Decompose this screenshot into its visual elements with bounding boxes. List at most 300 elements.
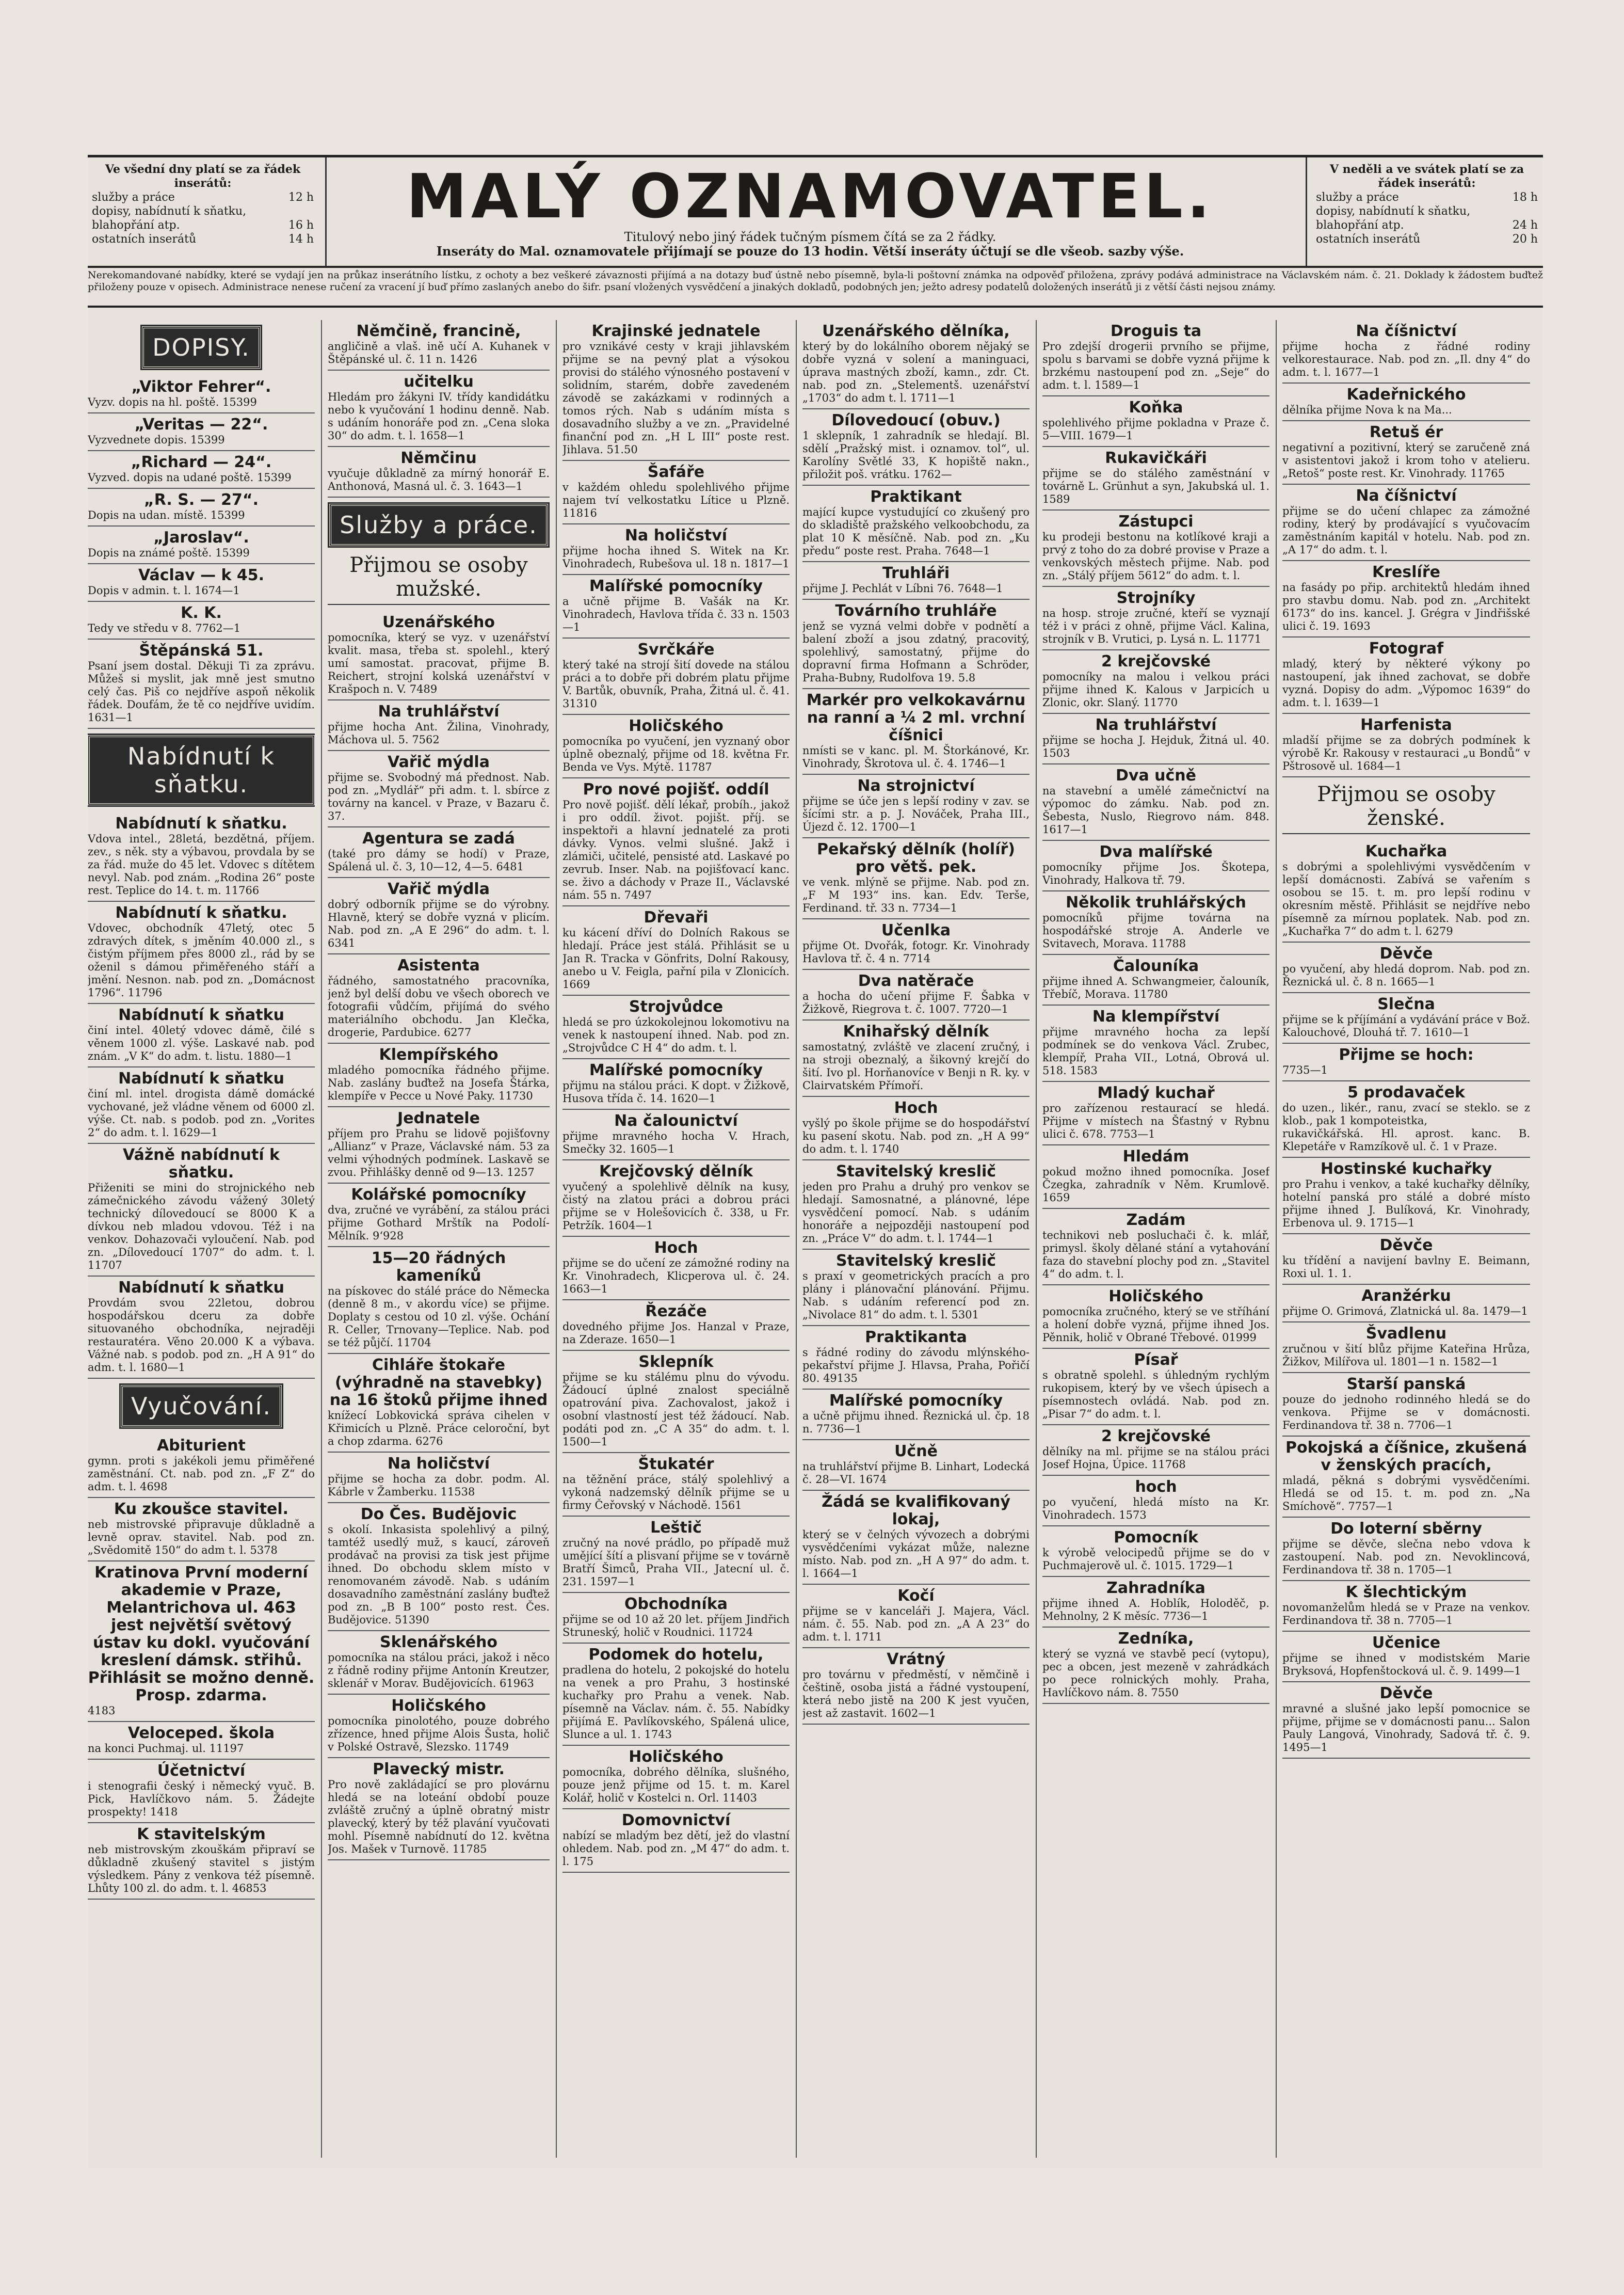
ad-headline: Na truhlářství <box>378 703 500 721</box>
administration-notice: Nerekomandované nabídky, které se vydají jen na průkaz inserátního lístku, z ochoty a bez veškeré závaznosti přijímá a na dotazy buď ústně nebo písemně, byla-li poštovní známka na odpověď přiložena, zprávy podává administrace na Václavském nám. č. 21. Doklady k žádostem buďtež přiloženy pouze v opisech. Administrace nenese ručení za vracení jí buď přímo zaslaných anebo do šifr. psaní vložených vysvědčení a jinakých dokladů, podobných jen; ježto adresy podatelů doložených inserátů ji z větší části nejsou známy. <box>88 269 1543 293</box>
ad-headline: Štěpánská 51. <box>139 642 264 660</box>
classified-ad <box>562 320 790 461</box>
classified-ad <box>88 902 315 1004</box>
ad-body: který by do lokálního oborem nějaký se dobře vyzná v solení a maninguaci, úprava mastných zboží, kamn., zdr. Ct. nab. pod zn. „Stelementš. uzenářství „1703“ do adm t. l. 1711—1 <box>802 340 1030 404</box>
ad-body: pradlena do hotelu, 2 pokojské do hotelu na venek a pro Prahu, 3 hostinské kuchařky pro Prahu a venek. Nab. písemně na Václav. nám. č. 55. Nabídky přijímá E. Pavlíkovského, Spálená ulice, Slunce a ul. 1. 1743 <box>562 1664 790 1741</box>
ad-body: zručnou v šití blůz přijme Kateřina Hrůza, Žižkov, Milířova ul. 1801—1 n. 1582—1 <box>1282 1343 1530 1368</box>
ad-headline: Vrátný <box>887 1650 945 1668</box>
classified-ad <box>1282 1285 1530 1322</box>
ad-body: mladý, který by některé výkony po nastoupení, jak ihned zachovat, se dobře vyzná. Dopisy do adm. „Výpomoc 1639“ do adm. t. l. 1639—1 <box>1282 658 1530 709</box>
ad-body: vyšlý po škole přijme se do hospodářství ku pasení skotu. Nab. pod zn. „H A 99“ do adm. t. l. 1740 <box>802 1117 1030 1155</box>
classified-ad <box>562 778 790 906</box>
ad-headline: Stavitelský kreslič <box>835 1162 996 1181</box>
ad-headline: Harfenista <box>1360 716 1452 734</box>
classified-ad <box>328 1503 550 1631</box>
ad-body: přijme ihned A. Hoblík, Holoděč, p. Mehnolny, 2 K měsíc. 7736—1 <box>1042 1597 1269 1622</box>
ad-body: po vyučení, aby hledá doprom. Nab. pod zn. Řeznická ul. č. 8 n. 1665—1 <box>1282 963 1530 988</box>
classified-ad <box>1282 1632 1530 1682</box>
classified-ad <box>1282 384 1530 421</box>
classified-ad <box>328 1453 550 1503</box>
column-divider <box>321 320 322 2158</box>
price-row: blahopřání atp. 16 h <box>92 219 314 232</box>
ad-body: (také pro dámy se hodí) v Praze, Spálená ul. č. 3, 10—12, 4—5. 6481 <box>328 848 550 873</box>
classified-ad <box>562 1453 790 1517</box>
ad-headline: Do Čes. Budějovic <box>360 1505 517 1523</box>
section-heading <box>88 1385 315 1427</box>
classified-ad <box>802 1097 1030 1160</box>
ad-body: s dobrými a spolehlivými vysvědčením v lepší domácnosti. Zabívá se vařením s osobou se 15. t. m. pro lepší rodinu v okresním městě. Přihlásit se nejdříve nebo písemně za mírnou poplatek. Nab. pod zn. „Kuchařka 7“ do adm t. l. 6279 <box>1282 860 1530 937</box>
ad-body: s obratně spolehl. s úhledným rychlým rukopisem, který by ve všech úpisech a písemnostech ovládá. Nab. pod zn. „Pisar 7“ do adm. t. l. <box>1042 1369 1269 1420</box>
ad-body: přijme se od 10 až 20 let. příjem Jindřich Struneský, holič v Roudnici. 11724 <box>562 1613 790 1638</box>
ad-headline: Švadlenu <box>1365 1325 1447 1343</box>
ad-body: vyučený a spolehlivě dělník na kusy, čistý na zlatou práci a dobrou práci přijme se v Holešovicích č. 338, u Fr. Petržík. 1604—1 <box>562 1181 790 1232</box>
ad-body: přijme se úče jen s lepší rodiny v zav. se šícími str. a p. J. Nováček, Praha III., Újezd č. 12. 1700—1 <box>802 795 1030 833</box>
classified-ad <box>802 1326 1030 1390</box>
classified-ad <box>1282 993 1530 1044</box>
ad-headline: Přijme se hoch: <box>1339 1046 1474 1064</box>
ad-body: novomanželům hledá se v Praze na venkov. Ferdinandova tř. 38 n. 7705—1 <box>1282 1601 1530 1627</box>
masthead <box>88 155 1543 268</box>
ad-body: i stenografii český i německý vyuč. B. Pick, Havlíčkovo nám. 5. Žádejte prospekty! 1418 <box>88 1780 315 1818</box>
classified-ad <box>88 1561 315 1722</box>
ad-body: a hocha do učení přijme F. Šabka v Žižkově, Riegrova t. č. 1007. 7720—1 <box>802 990 1030 1015</box>
ad-body: přijme O. Grimová, Zlatnická ul. 8a. 1479—1 <box>1282 1305 1528 1317</box>
classified-ad <box>1042 841 1269 891</box>
classified-ad <box>802 1440 1030 1491</box>
classified-ad <box>88 527 315 564</box>
column-divider <box>796 320 797 2158</box>
classified-ad <box>802 970 1030 1021</box>
classified-ad <box>802 320 1030 409</box>
ad-body: pomocníky přijme Jos. Škotepa, Vinohrady, Halkova tř. 79. <box>1042 861 1269 886</box>
ad-body: 1 sklepník, 1 zahradník se hledají. Bl. sdělí „Pražský mist. i oznamov. tol“, ul. Karolíny Světlé 33, K hopiště nakn., přiložit poš. vrátku. 1762— <box>802 429 1030 481</box>
ad-headline: Na čalounictví <box>614 1112 738 1130</box>
ad-body: mladá, pěkná s dobrými vysvědčeními. Hledá se od 15. t. m. pod zn. „Na Smíchově“. 7757—1 <box>1282 1474 1530 1512</box>
ad-body: Hledám pro žákyni IV. třídy kandidátku nebo k vyučování 1 hodinu denně. Nab. s udáním honoráře pod zn. „Cena sloka 30“ do adm. t. l. 1658—1 <box>328 391 550 442</box>
ad-headline: Mladý kuchař <box>1097 1084 1215 1102</box>
ad-body: přijme se k příjímání a vydávání práce v Bož. Kalouchové, Dlouhá tř. 7. 1610—1 <box>1282 1013 1530 1039</box>
classified-ad <box>1282 638 1530 714</box>
ad-headline: Dřevaři <box>644 909 709 927</box>
ad-headline: Slečna <box>1377 995 1435 1013</box>
classified-ad <box>562 1644 790 1746</box>
classified-ad <box>562 524 790 575</box>
ad-headline: Pomocník <box>1114 1528 1198 1547</box>
classified-ad <box>1282 1234 1530 1285</box>
ad-body: mající kupce vystudující co zkušený pro do skladiště pražského velkoobchodu, za plat 10 K měsíčně. Nab. pod zn. „Ku předu“ poste rest. Praha. 7648—1 <box>802 506 1030 557</box>
ad-body: Vyzv. dopis na hl. poště. 15399 <box>88 396 257 408</box>
ad-body: přijme hocha Ant. Žilina, Vinohrady, Máchova ul. 5. 7562 <box>328 721 550 746</box>
classified-ad <box>802 919 1030 970</box>
ad-body: pomocníka pinolotého, pouze dobrého zřízence, hned přijme Alois Šusta, holič v Polské Ostravě, Slezsko. 11749 <box>328 1715 550 1753</box>
ad-headline: Pekařský dělník (holíř) pro větš. pek. <box>816 840 1016 876</box>
ad-headline: Stavitelský kreslič <box>835 1252 996 1270</box>
ad-body: ve venk. mlýně se přijme. Nab. pod zn. „F M 193“ ins. kan. Edv. Terše, Ferdinand. tř. 33 n. 7734—1 <box>802 876 1030 914</box>
ad-body: a učně přijme B. Vašák na Kr. Vinohradech, Havlova třída č. 33 n. 1503—1 <box>562 595 790 633</box>
classified-ad <box>562 1110 790 1160</box>
column-divider <box>1276 320 1277 2158</box>
column-1 <box>88 320 315 2168</box>
ad-headline: Sklepník <box>638 1353 714 1371</box>
ad-headline: 2 krejčovské <box>1101 1427 1211 1445</box>
classified-ad <box>802 1585 1030 1648</box>
ad-body: příjem pro Prahu se lidově pojišťovny „Allianz“ v Praze, Václavské nám. 53 za velmi výhodných podmínek. Laskavě se zvou. Přihlášky denně od 9—13. 1257 <box>328 1127 550 1178</box>
ad-headline: Pokojská a číšnice, zkušená v ženských pracích, <box>1285 1439 1527 1474</box>
ad-headline: Domovnictví <box>621 1811 731 1829</box>
ad-body: angličině a vlaš. ině učí A. Kuhanek v Štěpánské ul. č. 11 n. 1426 <box>328 340 550 365</box>
ad-body: negativní a pozitivní, který se zaručeně zná v asistentovi jakož i krom toho v atelieru. „Retoš“ poste rest. Kr. Vinohrady. 11765 <box>1282 441 1530 480</box>
classified-ad <box>328 320 550 371</box>
ad-headline: Plavecký mistr. <box>373 1760 505 1778</box>
classified-ad <box>802 486 1030 562</box>
classified-ad <box>802 1021 1030 1097</box>
classified-ad <box>1042 1209 1269 1285</box>
classified-ad <box>328 611 550 700</box>
ad-body: Vyzved. dopis na udané poště. 15399 <box>88 471 292 484</box>
ad-headline: Malířské pomocníky <box>589 577 763 595</box>
classified-ad <box>328 1631 550 1695</box>
ad-body: nabízí se mladým bez dětí, jež do vlastní ohledem. Nab. pod zn. „M 47“ do adm. t. l. 175 <box>562 1829 790 1868</box>
category-heading: Přijmou se osoby ženské. <box>1282 783 1530 834</box>
ad-body: který se v čelných vývozech a dobrými vysvědčeními vykázat může, nalezne místo. Nab. pod zn. „H A 97“ do adm. t. l. 1664—1 <box>802 1528 1030 1580</box>
classified-ad <box>562 575 790 639</box>
ad-headline: Holičského <box>1108 1287 1203 1305</box>
classified-ad <box>802 600 1030 689</box>
ad-headline: Na číšnictví <box>1356 487 1457 505</box>
section-heading <box>88 735 315 805</box>
column-divider <box>1036 320 1037 2158</box>
page-subtitle: Titulový nebo jiný řádek tučným písmem čítá se za 2 řádky. Inseráty do Mal. oznamovatele přijímají se pouze do 13 hodin. Větší inseráty účtují se dle všeob. sazby výše. <box>436 230 1184 259</box>
ad-body: Vdova intel., 28letá, bezdětná, příjem. zev., s něk. sty a výbavou, provdala by se za řád. muže do 45 let. Vdovec s dítětem nevyl. Nab. pod znám. „Rodina 26“ poste rest. Teplice do 14. t. m. 11766 <box>88 833 315 897</box>
ad-headline: Žádá se kvalifikovaný lokaj, <box>822 1493 1010 1528</box>
ad-body: samostatný, zvláště ve zlacení zručný, i na stroji obeznalý, a šikovný krejčí do šití. Ivo pl. Horňanovíce v Benji n R. ky. v Clairvatském Přímoří. <box>802 1041 1030 1092</box>
column-3 <box>562 320 790 2168</box>
ad-body: Tedy ve středu v 8. 7762—1 <box>88 622 241 634</box>
classified-ad <box>802 1250 1030 1326</box>
classified-ad <box>328 751 550 827</box>
ad-body: s řádné rodiny do závodu mlýnského-pekařství přijme J. Hlavsa, Praha, Pořičí 80. 49135 <box>802 1346 1030 1384</box>
classified-ad <box>328 371 550 447</box>
ad-headline: Knihařský dělník <box>843 1023 989 1041</box>
ad-headline: Asistenta <box>397 957 480 975</box>
classified-ad <box>328 827 550 878</box>
ad-headline: Abiturient <box>157 1437 246 1455</box>
ad-headline: Zástupci <box>1118 513 1194 531</box>
classified-ad <box>1282 485 1530 561</box>
ad-headline: Praktikant <box>870 488 962 506</box>
ad-headline: Sklenářského <box>380 1633 497 1651</box>
ad-body: přijme se hocha J. Hejduk, Žitná ul. 40. 1503 <box>1042 734 1269 759</box>
classified-ad <box>562 1237 790 1300</box>
classified-ad <box>802 1648 1030 1725</box>
ad-body: Provdám svou 22letou, dobrou hospodářskou dceru za dobře situovaného obchodníka, nejraději restauratéra. Věno 20.000 K a výbava. Vážné nab. s podob. pod zn. „H A 91“ do adm. t. l. 1680—1 <box>88 1297 315 1374</box>
ad-headline: Nabídnutí k sňatku <box>118 1070 284 1088</box>
ad-body: činí intel. 40letý vdovec dámě, čilé s věnem 1000 zl. výše. Laskavé nab. pod znám. „V K“ do adm. t. listu. 1880—1 <box>88 1024 315 1062</box>
classified-ad <box>562 1351 790 1453</box>
ad-body: mladší přijme se za dobrých podmínek k výrobě Kr. Rakousy v restauraci „u Bondů“ v Pštrosově ul. 1684—1 <box>1282 734 1530 772</box>
classified-ad <box>802 562 1030 600</box>
ad-headline: Malířské pomocníky <box>829 1392 1003 1410</box>
ad-headline: 2 krejčovské <box>1101 652 1211 671</box>
column-6 <box>1282 320 1530 2168</box>
ad-headline: „Veritas — 22“. <box>134 416 268 434</box>
ad-body: přijme J. Pechlát v Líbni 76. 7648—1 <box>802 582 1003 595</box>
ad-headline: Jednatele <box>397 1109 480 1127</box>
classified-ad <box>328 1247 550 1354</box>
ad-headline: Zahradníka <box>1106 1579 1205 1597</box>
ad-body: který také na strojí šití dovede na stálou práci a to dobře při dobrém platu přijme V. Bartůk, obuvník, Praha, Žitná ul. č. 41. 31310 <box>562 659 790 710</box>
classified-ad <box>88 1144 315 1277</box>
classified-ad <box>562 1160 790 1237</box>
classified-ad <box>1282 561 1530 638</box>
ad-headline: Obchodníka <box>624 1595 728 1613</box>
classified-ad <box>1282 714 1530 777</box>
ad-headline: učitelku <box>404 373 474 391</box>
price-row: ostatních inserátů 14 h <box>92 233 314 246</box>
price-row: blahopřání atp. 24 h <box>1316 219 1538 232</box>
ad-headline: Truhláři <box>882 564 950 582</box>
ad-body: na truhlářství přijme B. Linhart, Lodecká č. 28—VI. 1674 <box>802 1460 1030 1486</box>
ad-body: přijme mravného hocha za lepší podmínek se do venkova Václ. Zrubec, klempíř, Praha VII., Lotná, Obrová ul. 518. 1583 <box>1042 1026 1269 1077</box>
ad-headline: Holičského <box>629 1748 723 1766</box>
column-5 <box>1042 320 1269 2168</box>
price-row: dopisy, nabídnutí k sňatku, <box>92 205 247 218</box>
ad-headline: Svrčkáře <box>637 641 715 659</box>
ad-body: přijme mravného hocha V. Hrach, Smečky 32. 1605—1 <box>562 1130 790 1155</box>
ad-headline: Dva natěrače <box>858 972 974 990</box>
section-heading-label: Vyučování. <box>121 1385 282 1427</box>
classified-ad <box>88 564 315 602</box>
ad-headline: Vařič mýdla <box>388 753 490 771</box>
ad-headline: Klempířského <box>379 1046 499 1064</box>
classified-ad <box>562 461 790 524</box>
ad-headline: hoch <box>1135 1478 1177 1496</box>
classified-ad <box>1282 1373 1530 1437</box>
classified-ad <box>328 1044 550 1107</box>
classified-ad <box>88 1067 315 1144</box>
ad-headline: K. K. <box>181 604 222 622</box>
classified-ad <box>1282 943 1530 993</box>
classified-ad <box>1282 1322 1530 1373</box>
ad-body: dobrý odborník přijme se do výrobny. Hlavně, který se dobře vyzná v plicím. Nab. pod zn. „A E 296“ do adm. t. l. 6341 <box>328 898 550 949</box>
ad-headline: Koňka <box>1129 399 1183 417</box>
classified-ad <box>562 715 790 778</box>
classified-ad <box>562 1517 790 1593</box>
ad-body: přijme se do stálého zaměstnání v továrně L. Grünhut a syn, Jakubská ul. 1. 1589 <box>1042 467 1269 505</box>
ad-headline: „Jaroslav“. <box>153 529 249 547</box>
price-box-title: Ve všední dny platí se za řádek inserátů: <box>105 163 301 190</box>
ad-body: a učně přijmu ihned. Řeznická ul. čp. 18 n. 7736—1 <box>802 1410 1030 1435</box>
ad-headline: Zadám <box>1126 1211 1186 1229</box>
classified-ad <box>328 447 550 498</box>
classified-ad <box>1282 840 1530 943</box>
ad-body: v každém ohledu spolehlivého přijme najem tví velkostatku Lítice u Plzně. 11816 <box>562 481 790 519</box>
ad-headline: Strojvůdce <box>629 998 723 1016</box>
ad-headline: Několik truhlářských <box>1066 894 1246 912</box>
ad-body: jeden pro Prahu a druhý pro venkov se hledají. Samosnatné, a plánovné, lépe vysvědčení pomocí. Nab. s udáním honoráře a nejpozději nastoupení pod zn. „Práce V“ do adm. t. l. 1744—1 <box>802 1181 1030 1245</box>
ad-headline: Na holičství <box>624 527 728 545</box>
ad-headline: Krejčovský dělník <box>599 1162 753 1181</box>
ad-headline: Kolářské pomocníky <box>351 1186 526 1204</box>
classified-ad <box>88 1760 315 1823</box>
ad-body: 7735—1 <box>1282 1064 1328 1076</box>
ad-headline: Učně <box>894 1442 938 1460</box>
ad-headline: Leštič <box>650 1519 702 1537</box>
classified-ad <box>328 700 550 751</box>
ad-headline: Kreslíře <box>1372 563 1440 581</box>
ad-body: na konci Puchmaj. ul. 11197 <box>88 1742 244 1755</box>
ad-body: Pro nově zakládající se pro plovárnu hledá se na loteání období pouze zvláště zručný a úplně obratný mistr plavecký, který by též plavání vyučovati mohl. Písemně nabídnutí do 12. května Jos. Mašek v Turnově. 11785 <box>328 1778 550 1855</box>
classified-ad <box>1042 1577 1269 1628</box>
ad-headline: Václav — k 45. <box>138 566 265 584</box>
column-2 <box>328 320 550 2168</box>
ad-headline: „Viktor Fehrer“. <box>131 378 271 396</box>
ad-headline: Děvče <box>1379 1236 1433 1254</box>
ad-headline: Kočí <box>897 1587 935 1605</box>
classified-ad <box>1042 764 1269 841</box>
ad-body: gymn. proti s jakékoli jemu přiměřené zaměstnání. Ct. nab. pod zn. „F Z“ do adm. t. l. 4698 <box>88 1455 315 1493</box>
classified-ad <box>88 812 315 902</box>
newspaper-page <box>88 155 1543 2168</box>
ad-body: pomocníka na stálou práci, jakož i něco z řádně rodiny přijme Antonín Kreutzer, sklenář v Morav. Budějovicích. 61963 <box>328 1651 550 1690</box>
divider <box>88 306 1543 308</box>
ad-headline: Aranžérku <box>1361 1287 1451 1305</box>
ad-headline: Fotograf <box>1369 640 1444 658</box>
ad-headline: Dva malířské <box>1099 843 1213 861</box>
price-row: dopisy, nabídnutí k sňatku, <box>1316 205 1471 218</box>
classified-ad <box>1042 1349 1269 1425</box>
classified-ad <box>802 689 1030 775</box>
ad-headline: Ku zkoušce stavitel. <box>114 1500 289 1518</box>
ad-headline: Učenlka <box>881 921 951 939</box>
ad-headline: Němčinu <box>400 449 477 467</box>
classified-ad <box>802 1160 1030 1250</box>
ad-body: pomocníka, který se vyz. v uzenářství kvalit. masa, třeba st. spolehl., který umí samostat. pracovat, přijme B. Reichert, strojní kolská uzenářství v Krašpoch n. V. 7489 <box>328 631 550 695</box>
classified-ad <box>328 1354 550 1453</box>
classified-ad <box>1042 587 1269 650</box>
ad-body: do uzen., likér., ranu, zvací se steklo. se z klob., pak 1 kompoteistka, <box>1282 1102 1530 1127</box>
ad-body: nmísti se v kanc. pl. M. Štorkánové, Kr. Vinohrady, Škrotova ul. č. 4. 1746—1 <box>802 744 1030 770</box>
ad-headline: Do loterní sběrny <box>1330 1520 1482 1538</box>
ad-headline: Děvče <box>1379 1684 1433 1702</box>
ad-headline: 5 prodavaček <box>1347 1083 1465 1102</box>
section-heading-label: DOPISY. <box>142 326 261 369</box>
ad-headline: Holičského <box>629 717 723 735</box>
ad-headline: Hostinské kuchařky <box>1320 1160 1492 1178</box>
classified-ad <box>1042 1006 1269 1082</box>
section-heading-label: Služby a práce. <box>329 504 548 546</box>
ad-headline: Na klempířství <box>1092 1008 1220 1026</box>
ad-headline: Na strojnictví <box>857 777 975 795</box>
ad-body: přijme se hocha za dobr. podm. Al. Kábrle v Žamberku. 11538 <box>328 1473 550 1498</box>
ad-body: Psaní jsem dostal. Děkuji Ti za zprávu. Můžeš si myslit, jak mně jest smutno celý čas. Piš co nejdříve aspoň několik řádek. Doufám, že tě co nejdříve uvidím. 1631—1 <box>88 660 315 724</box>
classified-ad <box>562 1809 790 1873</box>
ad-body: přijme se děvče, slečna nebo vdova k zastoupení. Nab. pod zn. Nevoklincová, Ferdinandova tř. 38 n. 1705—1 <box>1282 1538 1530 1576</box>
ad-body: pouze do jednoho rodinného hledá se do venkova. Přijme se v domácnosti. Ferdinandova tř. 38 n. 7706—1 <box>1282 1393 1530 1431</box>
ad-body: na fasády po přip. architektů hledám ihned pro stavbu domu. Nab. pod zn. „Architekt 6173“ do ins. kancel. J. Grégra v Jindřišské ulici č. 19. 1693 <box>1282 581 1530 632</box>
ad-body: pomocníky na malou i velkou práci přijme ihned K. Kalous v Jarpicích u Zlonic, okr. Slaný. 11770 <box>1042 671 1269 709</box>
ad-headline: Malířské pomocníky <box>589 1061 763 1079</box>
classified-ad <box>88 602 315 640</box>
classified-ad <box>802 1390 1030 1440</box>
price-box-weekday <box>92 163 314 246</box>
ad-headline: Na holičství <box>387 1455 490 1473</box>
classified-ad <box>88 489 315 527</box>
ad-headline: Agentura se zadá <box>362 830 515 848</box>
ad-body: který se vyzná ve stavbě pecí (vytopu), pec a obcen, jest mezeně v zahrádkách po pece rolnických mohly. Praha, Havlíčkovo nám. 8. 7550 <box>1042 1648 1269 1699</box>
classified-ad <box>1042 1082 1269 1145</box>
price-row: služby a práce 12 h <box>92 191 314 204</box>
ad-headline: K šlechtickým <box>1345 1583 1467 1601</box>
classified-ad <box>88 1722 315 1760</box>
ad-headline: Veloceped. škola <box>127 1724 275 1742</box>
section-heading-label: Nabídnutí k sňatku. <box>88 735 315 805</box>
ad-body: Vyzvednete dopis. 15399 <box>88 434 225 446</box>
classified-ad <box>1282 1044 1530 1081</box>
ad-body: vyučuje důkladně za mírný honorář E. Anthonová, Masná ul. č. 3. 1643—1 <box>328 467 550 492</box>
ad-headline: Kadeřnického <box>1346 386 1466 404</box>
ad-headline: Droguis ta <box>1110 322 1202 340</box>
ad-body: Dopis na známé poště. 15399 <box>88 547 250 559</box>
ad-headline: Pro nové pojišť. oddíl <box>583 780 769 799</box>
ad-headline: Čalouníka <box>1113 957 1199 975</box>
ad-body: spolehlivého přijme pokladna v Praze č. 5—VIII. 1679—1 <box>1042 417 1269 442</box>
ad-headline: Hledám <box>1122 1148 1189 1166</box>
classified-ad <box>88 1004 315 1067</box>
ad-body: na pískovec do stálé práce do Německa (denně 8 m., v akordu více) se přijme. Doplaty s cestou od 10 zl. výše. Ochání R. Celler, Trnovany—Teplice. Nab. pod se též půjčí. 11704 <box>328 1285 550 1349</box>
classified-ad <box>562 996 790 1059</box>
ad-body: neb mistrovské připravuje důkladně a levně oprav. stavitel. Nab. pod zn. „Svědomitě 150“ do adm t. l. 5378 <box>88 1518 315 1556</box>
ad-body: přijme ihned A. Schwangmeier, čalouník, Třebíč, Morava. 11780 <box>1042 975 1269 1000</box>
classified-ad <box>328 1758 550 1860</box>
classified-ad <box>1282 1437 1530 1518</box>
classified-ad <box>328 954 550 1044</box>
ad-body: Dopis v admin. t. l. 1674—1 <box>88 584 240 597</box>
ad-headline: Praktikanta <box>865 1328 967 1346</box>
ad-body: ku třídění a navijení bavlny E. Beimann, Roxi ul. 1. 1. <box>1282 1254 1530 1280</box>
ad-headline: Hoch <box>894 1099 938 1117</box>
ad-body: dělníka přijme Nova k na Ma... <box>1282 404 1452 416</box>
classified-ad <box>1042 714 1269 764</box>
ad-headline: Nabídnutí k sňatku. <box>115 815 287 833</box>
classified-ad <box>562 1593 790 1644</box>
classified-ad <box>1042 1145 1269 1209</box>
ad-headline: Markér pro velkokavárnu na ranní a ¼ 2 ml. vrchní číšnici <box>806 691 1026 744</box>
ad-body: dělníky na ml. přijme se na stálou práci Josef Hojna, Úpice. 11768 <box>1042 1445 1269 1471</box>
ad-body: dovedného přijme Jos. Hanzal v Praze, na Zderaze. 1650—1 <box>562 1320 790 1346</box>
ad-headline: Kratinova První moderní akademie v Praze, Melantrichova ul. 463 jest největší světový ústav ku dokl. vyučování kreslení dámsk. střihů. Přihlásit se možno denně. Prosp. zdarma. <box>88 1564 315 1704</box>
classified-ad <box>802 838 1030 919</box>
ad-body: přijme se. Svobodný má přednost. Nab. pod zn. „Mydlář“ při adm. t. l. sbírce z továrny na kancel. v Praze, v Bazaru č. 37. <box>328 771 550 822</box>
classified-ad <box>562 1300 790 1351</box>
section-heading <box>328 504 550 546</box>
ad-body: neb mistrovským zkouškám připraví se důkladně zkušený stavitel s jistým výsledkem. Pány z venkova též písemně. Lhůty 100 zl. do adm. t. l. 46853 <box>88 1843 315 1894</box>
classified-ad <box>88 1498 315 1561</box>
page-title: MALÝ OZNAMOVATEL. <box>406 161 1214 232</box>
ad-body: pomocníka zručného, který se ve stříhání a holení dobře vyzná, přijme ihned Jos. Pěnnik, holič v Obrané Třebové. 01999 <box>1042 1305 1269 1344</box>
ad-headline: Zedníka, <box>1118 1630 1194 1648</box>
classified-ad <box>328 1184 550 1247</box>
ad-body: pro zařízenou restaurací se hledá. Přijme v místech na Šťastný v Rybnu ulici č. 678. 7753—1 <box>1042 1102 1269 1140</box>
ad-body: přijme se v kanceláři J. Majera, Václ. nám. č. 55. Nab. pod zn. „A A 23“ do adm. t. l. 1711 <box>802 1605 1030 1643</box>
ad-headline: Dílovedoucí (obuv.) <box>831 411 1001 429</box>
ad-headline: Děvče <box>1379 945 1433 963</box>
ad-headline: Továrního truhláře <box>835 602 997 620</box>
section-heading <box>88 326 315 369</box>
classified-ad <box>1042 1628 1269 1704</box>
classified-ad <box>1282 1581 1530 1632</box>
classified-ad <box>1282 1158 1530 1234</box>
